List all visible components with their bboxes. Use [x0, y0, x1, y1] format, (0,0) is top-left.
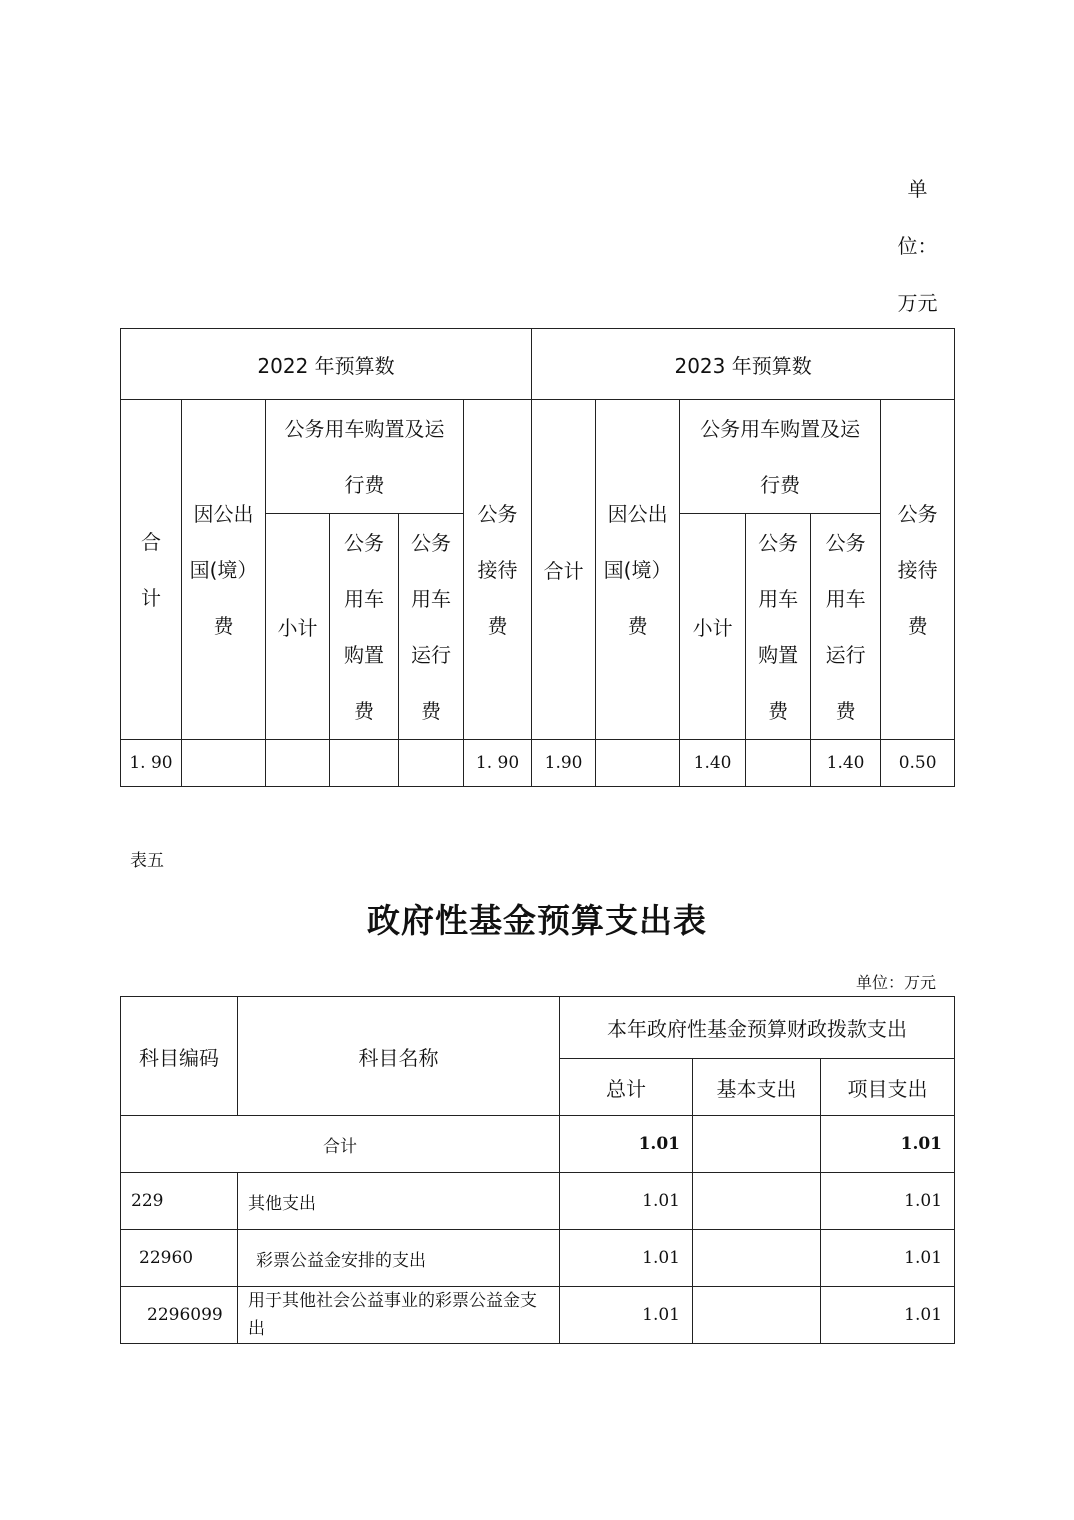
cell-2023-subtotal: 1.40 — [680, 740, 746, 787]
header-total-2023: 合计 — [532, 400, 596, 740]
table-row — [121, 1173, 955, 1230]
row-name: 其他支出 — [238, 1173, 560, 1230]
table-row — [121, 1287, 955, 1344]
header-abroad-2023: 因公出 国(境） 费 — [596, 400, 680, 740]
row-basic — [693, 1230, 821, 1287]
header-car-2022: 公务用车购置及运 行费 — [266, 400, 464, 514]
table-row-sum — [121, 1116, 955, 1173]
table-row — [121, 740, 955, 787]
government-fund-expenditure-table — [120, 996, 955, 1344]
row-code: 22960 — [121, 1230, 238, 1287]
row-code: 229 — [121, 1173, 238, 1230]
cell-2023-abroad — [596, 740, 680, 787]
row-total: 1.01 — [560, 1173, 693, 1230]
unit-label-char-1: 单 — [907, 177, 928, 201]
row-total: 1.01 — [560, 1287, 693, 1344]
table-row — [121, 1230, 955, 1287]
cell-2022-run — [399, 740, 464, 787]
cell-2022-total: 1. 90 — [121, 740, 182, 787]
header-reception-2022: 公务 接待 费 — [464, 400, 532, 740]
row-project: 1.01 — [821, 1173, 955, 1230]
cell-2023-run: 1.40 — [811, 740, 881, 787]
header-group: 本年政府性基金预算财政拨款支出 — [560, 997, 955, 1059]
header-code: 科目编码 — [121, 997, 238, 1116]
header-car-2023: 公务用车购置及运 行费 — [680, 400, 881, 514]
cell-2023-reception: 0.50 — [881, 740, 955, 787]
cell-2022-purchase — [330, 740, 399, 787]
header-subtotal-2023: 小计 — [680, 514, 746, 740]
row-project: 1.01 — [821, 1287, 955, 1344]
row-code: 2296099 — [121, 1287, 238, 1344]
sum-project: 1.01 — [821, 1116, 955, 1173]
row-basic — [693, 1287, 821, 1344]
header-car-purchase-2023: 公务 用车 购置 费 — [746, 514, 811, 740]
sum-basic — [693, 1116, 821, 1173]
sum-total: 1.01 — [560, 1116, 693, 1173]
three-public-expenses-table — [120, 328, 955, 787]
unit-label-char-3: 万元 — [897, 291, 938, 315]
header-abroad-2022: 因公出 国(境） 费 — [182, 400, 266, 740]
sum-label: 合计 — [121, 1116, 560, 1173]
header-car-purchase-2022: 公务 用车 购置 费 — [330, 514, 399, 740]
row-project: 1.01 — [821, 1230, 955, 1287]
row-total: 1.01 — [560, 1230, 693, 1287]
header-total: 总计 — [560, 1059, 693, 1116]
header-total-2022: 合 计 — [121, 400, 182, 740]
cell-2023-total: 1.90 — [532, 740, 596, 787]
table-five-label: 表五 — [130, 851, 164, 871]
unit-label: 单位：万元 — [855, 973, 936, 992]
header-car-run-2022: 公务 用车 运行 费 — [399, 514, 464, 740]
page-title: 政府性基金预算支出表 — [367, 901, 707, 940]
header-2023: 2023 年预算数 — [532, 329, 955, 400]
header-reception-2023: 公务 接待 费 — [881, 400, 955, 740]
cell-2022-abroad — [182, 740, 266, 787]
row-name: 彩票公益金安排的支出 — [238, 1230, 560, 1287]
header-car-run-2023: 公务 用车 运行 费 — [811, 514, 881, 740]
header-basic: 基本支出 — [693, 1059, 821, 1116]
row-name: 用于其他社会公益事业的彩票公益金支出 — [238, 1287, 560, 1344]
cell-2022-reception: 1. 90 — [464, 740, 532, 787]
header-project: 项目支出 — [821, 1059, 955, 1116]
cell-2022-subtotal — [266, 740, 330, 787]
row-basic — [693, 1173, 821, 1230]
unit-label-char-2: 位： — [897, 234, 938, 258]
cell-2023-purchase — [746, 740, 811, 787]
header-2022: 2022 年预算数 — [121, 329, 532, 400]
header-name: 科目名称 — [238, 997, 560, 1116]
header-subtotal-2022: 小计 — [266, 514, 330, 740]
